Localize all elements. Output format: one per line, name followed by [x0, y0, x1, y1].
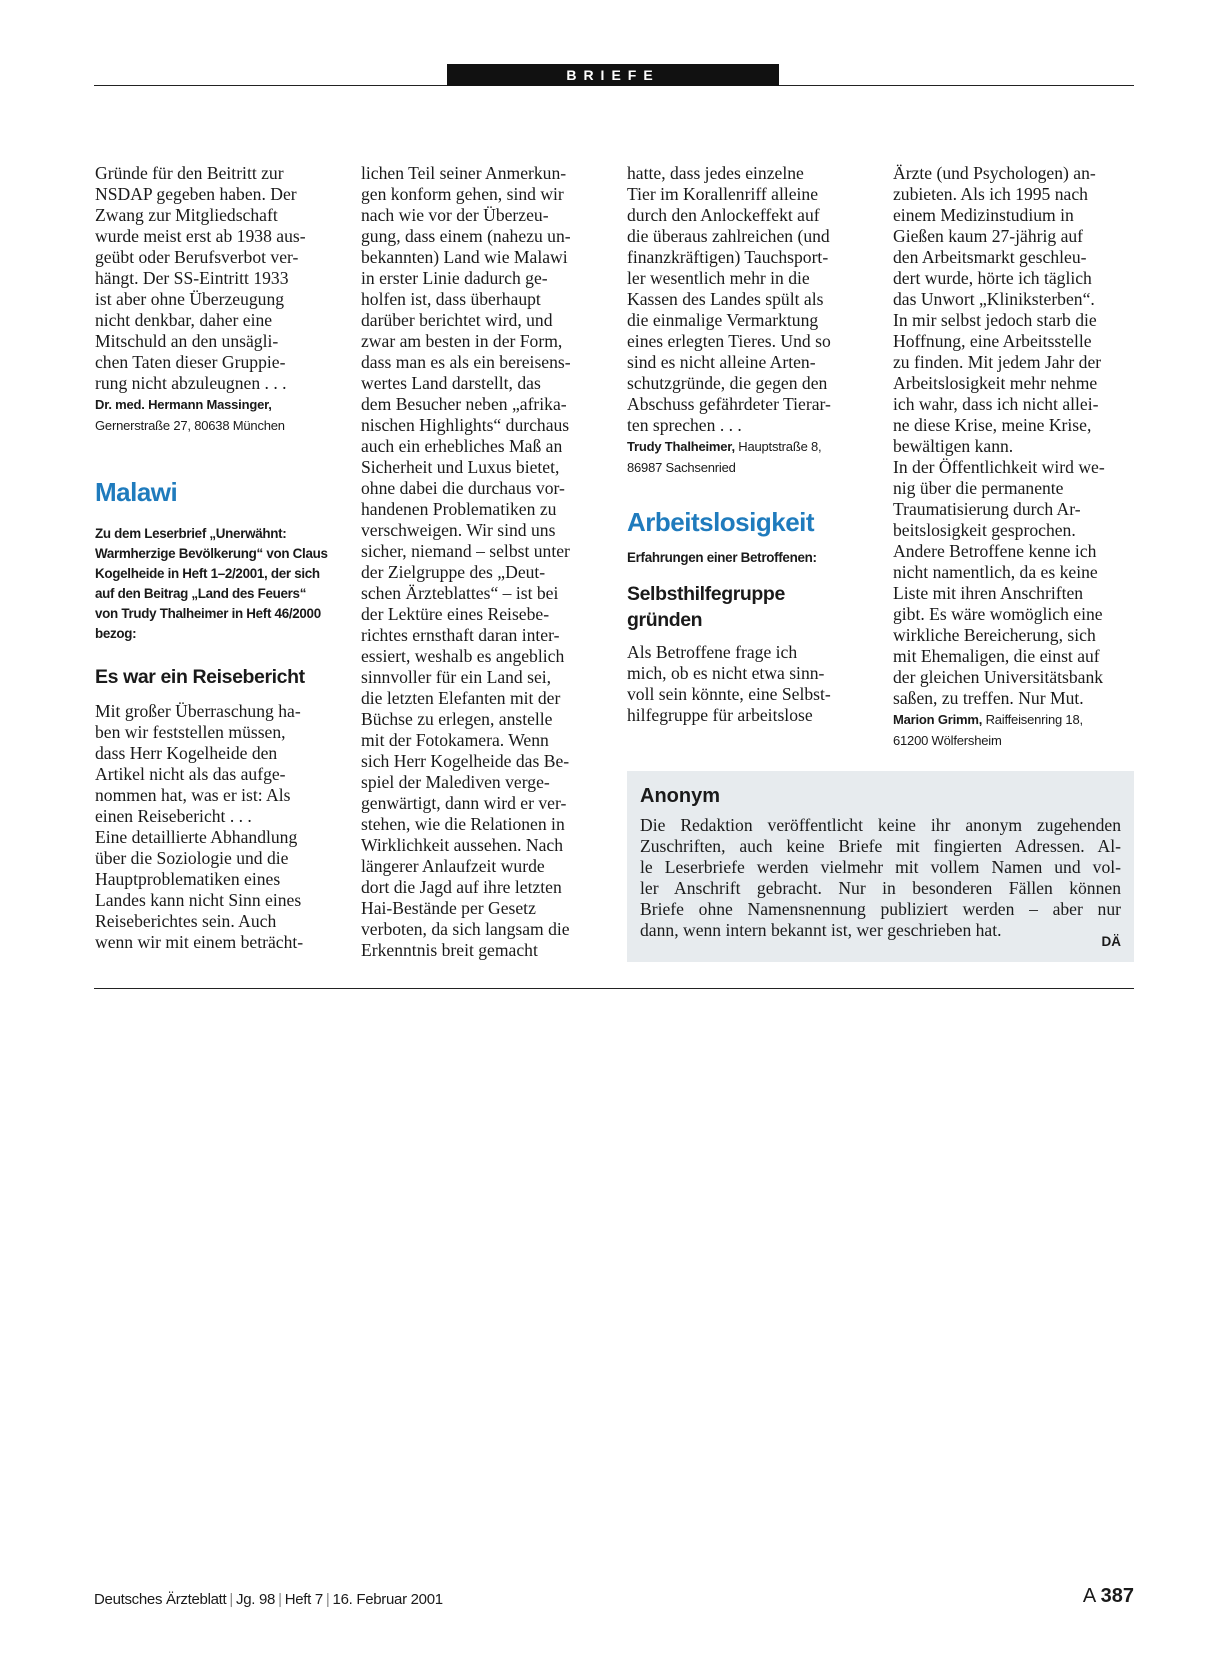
text-line: Reiseberichtes sein. Auch — [95, 911, 277, 931]
text-line: gen konform gehen, sind wir — [361, 184, 564, 204]
text-line: mich, ob es nicht etwa sinn- — [627, 663, 825, 683]
text-line: chen Taten dieser Gruppie- — [95, 352, 286, 372]
text-line: In mir selbst jedoch starb die — [893, 310, 1097, 330]
text-line: nischen Highlights“ durchaus — [361, 415, 570, 435]
text-line: Hauptproblematiken eines — [95, 869, 281, 889]
text-line: sind es nicht alleine Arten- — [627, 352, 816, 372]
text-line: wenn wir mit einem beträcht- — [95, 932, 304, 952]
text-line: schutzgründe, die gegen den — [627, 373, 828, 393]
text-line: Hoffnung, eine Arbeitsstelle — [893, 331, 1092, 351]
box-text — [640, 815, 1121, 941]
column-4 — [893, 163, 1131, 751]
text-line: Die Redaktion veröffentlicht keine ihr anonym zugehenden — [640, 815, 1121, 835]
text-line: eines erlegten Tieres. Und so — [627, 331, 831, 351]
text-line: holfen ist, dass überhaupt — [361, 289, 541, 309]
text-line: saßen, zu treffen. Nur Mut. — [893, 688, 1084, 708]
text-line: le Leserbriefe werden vielmehr mit vollem Namen und vol- — [640, 857, 1121, 877]
text-line: sicher, niemand – selbst unter — [361, 541, 570, 561]
text-line: richtes ernsthaft daran inter- — [361, 625, 560, 645]
text-line: Zwang zur Mitgliedschaft — [95, 205, 278, 225]
text-line: darüber berichtet wird, und — [361, 310, 553, 330]
text-line: Gründe für den Beitritt zur — [95, 163, 284, 183]
text-line: verschweigen. Wir sind uns — [361, 520, 556, 540]
text-line: spiel der Malediven verge- — [361, 772, 550, 792]
section-title-arbeitslosigkeit: Arbeitslosigkeit — [627, 507, 815, 537]
letter-intro: Erfahrungen einer Betroffenen: — [627, 550, 817, 565]
text-line: voll sein könnte, eine Selbst- — [627, 684, 831, 704]
text-line: Hai-Bestände per Gesetz — [361, 898, 536, 918]
signature-address: Raiffeisenring 18, — [985, 712, 1083, 727]
footer-meta: Deutsches Ärzteblatt | Jg. 98 | Heft 7 | 16. Februar 2001 — [94, 1591, 443, 1608]
signature-address: 86987 Sachsenried — [627, 460, 736, 475]
letter-body-text — [893, 163, 1131, 709]
signature-name: Dr. med. Hermann Massinger, — [95, 397, 272, 412]
text-line: der gleichen Universitätsbank — [893, 667, 1104, 687]
text-line: Briefe ohne Namensnennung publiziert werden – aber nur — [640, 899, 1121, 919]
text-line: ich wahr, dass ich nicht allei- — [893, 394, 1099, 414]
column-2 — [361, 163, 599, 961]
volume: Jg. 98 — [236, 1591, 276, 1608]
text-line: Zuschriften, auch keine Briefe mit fingierten Adressen. Al- — [640, 836, 1121, 856]
text-line: die einmalige Vermarktung — [627, 310, 819, 330]
text-line: von Trudy Thalheimer in Heft 46/2000 — [95, 606, 321, 621]
text-line: sich Herr Kogelheide das Be- — [361, 751, 570, 771]
text-line: gung, dass einem (nahezu un- — [361, 226, 571, 246]
text-line: Artikel nicht als das aufge- — [95, 764, 286, 784]
text-line: längerer Anlaufzeit wurde — [361, 856, 545, 876]
text-line: einen Reisebericht . . . — [95, 806, 252, 826]
signature-name: Trudy Thalheimer, — [627, 439, 735, 454]
text-line: nig über die permanente — [893, 478, 1064, 498]
letter-intro — [95, 524, 333, 644]
text-line: Kogelheide in Heft 1–2/2001, der sich — [95, 566, 320, 581]
text-line: ten sprechen . . . — [627, 415, 742, 435]
text-line: auch ein erhebliches Maß an — [361, 436, 563, 456]
text-line: Warmherzige Bevölkerung“ von Claus — [95, 546, 328, 561]
text-line: nommen hat, was er ist: Als — [95, 785, 291, 805]
signature-address: Hauptstraße 8, — [738, 439, 822, 454]
text-line: ist aber ohne Überzeugung — [95, 289, 285, 309]
text-line: nach wie vor der Überzeu- — [361, 205, 549, 225]
signature-name: Marion Grimm, — [893, 712, 983, 727]
text-line: bewältigen kann. — [893, 436, 1014, 456]
text-line: Wirklichkeit aussehen. Nach — [361, 835, 564, 855]
text-line: Arbeitslosigkeit mehr nehme — [893, 373, 1098, 393]
text-line: beitslosigkeit gesprochen. — [893, 520, 1076, 540]
text-line: schen Ärzteblattes“ – ist bei — [361, 583, 559, 603]
text-line: Mit großer Überraschung ha- — [95, 701, 301, 721]
text-line: den Arbeitsmarkt geschleu- — [893, 247, 1087, 267]
column-3 — [627, 163, 865, 726]
letter-body-text — [627, 163, 865, 436]
text-line: dert wurde, hörte ich täglich — [893, 268, 1092, 288]
text-line: wertes Land darstellt, das — [361, 373, 541, 393]
bottom-rule — [94, 988, 1134, 989]
section-title-malawi: Malawi — [95, 477, 178, 507]
letter-headline: Selbsthilfegruppe gründen — [627, 583, 785, 631]
text-line: bekannten) Land wie Malawi — [361, 247, 568, 267]
text-line: Eine detaillierte Abhandlung — [95, 827, 298, 847]
text-line: Liste mit ihren Anschriften — [893, 583, 1084, 603]
section-label: BRIEFE — [447, 64, 779, 86]
text-line: dass Herr Kogelheide den — [95, 743, 278, 763]
text-line: die überaus zahlreichen (und — [627, 226, 830, 246]
text-line: rung nicht abzuleugnen . . . — [95, 373, 287, 393]
text-line: das Unwort „Kliniksterben“. — [893, 289, 1095, 309]
text-line: verboten, da sich langsam die — [361, 919, 570, 939]
journal-name: Deutsches Ärzteblatt — [94, 1591, 227, 1608]
letter-body-text — [95, 701, 333, 953]
text-line: zu finden. Mit jedem Jahr der — [893, 352, 1102, 372]
text-line: Gießen kaum 27-jährig auf — [893, 226, 1084, 246]
text-line: bezog: — [95, 626, 137, 641]
text-line: nicht namentlich, da es keine — [893, 562, 1098, 582]
text-line: Kassen des Landes spült als — [627, 289, 824, 309]
letter-body-text — [361, 163, 599, 961]
text-line: Zu dem Leserbrief „Unerwähnt: — [95, 526, 287, 541]
text-line: Sicherheit und Luxus bietet, — [361, 457, 560, 477]
letter-body-text — [627, 642, 865, 726]
anonym-notice-box — [627, 771, 1134, 962]
text-line: Mitschuld an den unsägli- — [95, 331, 279, 351]
text-line: mit Ehemaligen, die einst auf — [893, 646, 1100, 666]
box-title: Anonym — [640, 785, 720, 807]
text-line: hatte, dass jedes einzelne — [627, 163, 804, 183]
text-line: Tier im Korallenriff alleine — [627, 184, 819, 204]
text-line: Ärzte (und Psychologen) an- — [893, 163, 1096, 183]
letter-signature — [627, 436, 865, 478]
text-line: auf den Beitrag „Land des Feuers“ — [95, 586, 307, 601]
page-number: A 387 — [1082, 1585, 1134, 1607]
letter-headline: Es war ein Reisebericht — [95, 666, 305, 688]
text-line: wirkliche Bereicherung, sich — [893, 625, 1096, 645]
text-line: finanzkräftigen) Tauchsport- — [627, 247, 829, 267]
column-1 — [95, 163, 333, 953]
text-line: hängt. Der SS-Eintritt 1933 — [95, 268, 289, 288]
text-line: die letzten Elefanten mit der — [361, 688, 561, 708]
text-line: Büchse zu erlegen, anstelle — [361, 709, 553, 729]
text-line: über die Soziologie und die — [95, 848, 289, 868]
text-line: Traumatisierung durch Ar- — [893, 499, 1081, 519]
page-footer — [94, 1585, 1134, 1615]
text-line: lichen Teil seiner Anmerkun- — [361, 163, 567, 183]
text-line: nicht denkbar, daher eine — [95, 310, 273, 330]
text-line: Als Betroffene frage ich — [627, 642, 798, 662]
text-line: Abschuss gefährdeter Tierar- — [627, 394, 831, 414]
text-line: ohne dabei die durchaus vor- — [361, 478, 565, 498]
letter-continuation-text — [95, 163, 333, 394]
text-line: durch den Anlockeffekt auf — [627, 205, 820, 225]
text-line: der Zielgruppe des „Deut- — [361, 562, 546, 582]
text-line: handenen Problematiken zu — [361, 499, 557, 519]
text-line: wurde meist erst ab 1938 aus- — [95, 226, 306, 246]
signature-address: Gernerstraße 27, 80638 München — [95, 418, 285, 433]
text-line: essiert, weshalb es angeblich — [361, 646, 565, 666]
box-signature: DÄ — [1101, 934, 1121, 949]
letter-signature — [95, 394, 333, 436]
signature-address: 61200 Wölfersheim — [893, 733, 1002, 748]
text-line: zubieten. Als ich 1995 nach — [893, 184, 1088, 204]
text-line: Landes kann nicht Sinn eines — [95, 890, 302, 910]
text-line: Erkenntnis breit gemacht — [361, 940, 538, 960]
text-line: genwärtigt, dann wird er ver- — [361, 793, 567, 813]
text-line: dem Besucher neben „afrika- — [361, 394, 567, 414]
text-line: ler wesentlich mehr in die — [627, 268, 810, 288]
text-line: sinnvoller für ein Land sei, — [361, 667, 552, 687]
text-line: ler Anschrift gebracht. Nur in besonderen Fällen können — [640, 878, 1121, 898]
issue: Heft 7 — [284, 1591, 323, 1608]
text-line: in erster Linie dadurch ge- — [361, 268, 548, 288]
text-line: geübt oder Berufsverbot ver- — [95, 247, 299, 267]
text-line: zwar am besten in der Form, — [361, 331, 563, 351]
text-line: der Lektüre eines Reisebe- — [361, 604, 550, 624]
text-line: ben wir feststellen müssen, — [95, 722, 286, 742]
text-line: einem Medizinstudium in — [893, 205, 1074, 225]
letter-signature — [893, 709, 1131, 751]
text-line: In der Öffentlichkeit wird we- — [893, 457, 1105, 477]
text-line: mit der Fotokamera. Wenn — [361, 730, 549, 750]
issue-date: 16. Februar 2001 — [332, 1591, 443, 1608]
text-line: dass man es als ein bereisens- — [361, 352, 571, 372]
text-line: hilfegruppe für arbeitslose — [627, 705, 813, 725]
text-line: Andere Betroffene kenne ich — [893, 541, 1097, 561]
text-line: stehen, wie die Relationen in — [361, 814, 565, 834]
text-line: dort die Jagd auf ihre letzten — [361, 877, 562, 897]
text-line: dann, wenn intern bekannt ist, wer geschrieben hat. — [640, 920, 1002, 940]
text-line: gibt. Es wäre womöglich eine — [893, 604, 1103, 624]
text-line: NSDAP gegeben haben. Der — [95, 184, 297, 204]
text-line: ne diese Krise, meine Krise, — [893, 415, 1092, 435]
